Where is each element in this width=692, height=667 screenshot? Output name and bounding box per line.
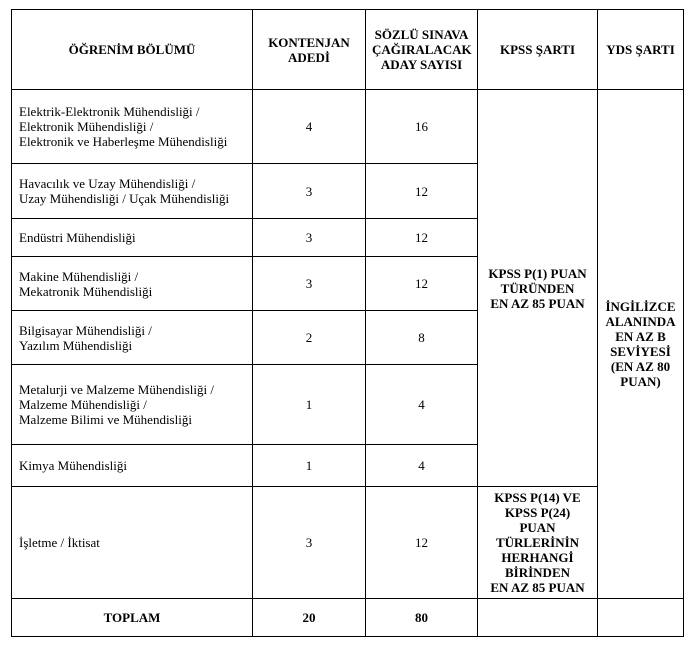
- quota-cell: 2: [253, 311, 366, 365]
- department-cell: Endüstri Mühendisliği: [12, 219, 253, 257]
- total-yds-empty: [598, 599, 684, 637]
- department-cell: Havacılık ve Uzay Mühendisliği / Uzay Mühendisliği / Uçak Mühendisliği: [12, 164, 253, 219]
- quota-cell: 4: [253, 90, 366, 164]
- quota-cell: 1: [253, 445, 366, 487]
- department-cell: Bilgisayar Mühendisliği / Yazılım Mühendisliği: [12, 311, 253, 365]
- candidates-cell: 12: [366, 487, 478, 599]
- yds-condition: İNGİLİZCE ALANINDA EN AZ B SEVİYESİ (EN AZ 80 PUAN): [598, 90, 684, 599]
- quota-cell: 3: [253, 257, 366, 311]
- quota-cell: 3: [253, 487, 366, 599]
- department-cell: Metalurji ve Malzeme Mühendisliği / Malzeme Mühendisliği / Malzeme Bilimi ve Mühendisliği: [12, 365, 253, 445]
- candidates-cell: 16: [366, 90, 478, 164]
- table-row: [12, 90, 684, 164]
- quota-table: [11, 9, 684, 637]
- header-yds: YDS ŞARTI: [598, 10, 684, 90]
- header-quota: KONTENJAN ADEDİ: [253, 10, 366, 90]
- total-label: TOPLAM: [12, 599, 253, 637]
- candidates-cell: 12: [366, 164, 478, 219]
- candidates-cell: 4: [366, 365, 478, 445]
- candidates-cell: 12: [366, 219, 478, 257]
- header-row: [12, 10, 684, 90]
- department-cell: İşletme / İktisat: [12, 487, 253, 599]
- total-kpss-empty: [478, 599, 598, 637]
- quota-cell: 3: [253, 219, 366, 257]
- total-candidates: 80: [366, 599, 478, 637]
- header-candidates: SÖZLÜ SINAVA ÇAĞIRALACAK ADAY SAYISI: [366, 10, 478, 90]
- department-cell: Elektrik-Elektronik Mühendisliği / Elektronik Mühendisliği / Elektronik ve Haberleşme Mühendisliği: [12, 90, 253, 164]
- kpss-condition-2: KPSS P(14) VE KPSS P(24) PUAN TÜRLERİNİN HERHANGİ BİRİNDEN EN AZ 85 PUAN: [478, 487, 598, 599]
- total-row: [12, 599, 684, 637]
- candidates-cell: 8: [366, 311, 478, 365]
- total-quota: 20: [253, 599, 366, 637]
- candidates-cell: 4: [366, 445, 478, 487]
- quota-cell: 1: [253, 365, 366, 445]
- header-kpss: KPSS ŞARTI: [478, 10, 598, 90]
- department-cell: Kimya Mühendisliği: [12, 445, 253, 487]
- table-row: [12, 487, 684, 599]
- candidates-cell: 12: [366, 257, 478, 311]
- quota-cell: 3: [253, 164, 366, 219]
- department-cell: Makine Mühendisliği / Mekatronik Mühendisliği: [12, 257, 253, 311]
- kpss-condition-1: KPSS P(1) PUAN TÜRÜNDEN EN AZ 85 PUAN: [478, 90, 598, 487]
- header-department: ÖĞRENİM BÖLÜMÜ: [12, 10, 253, 90]
